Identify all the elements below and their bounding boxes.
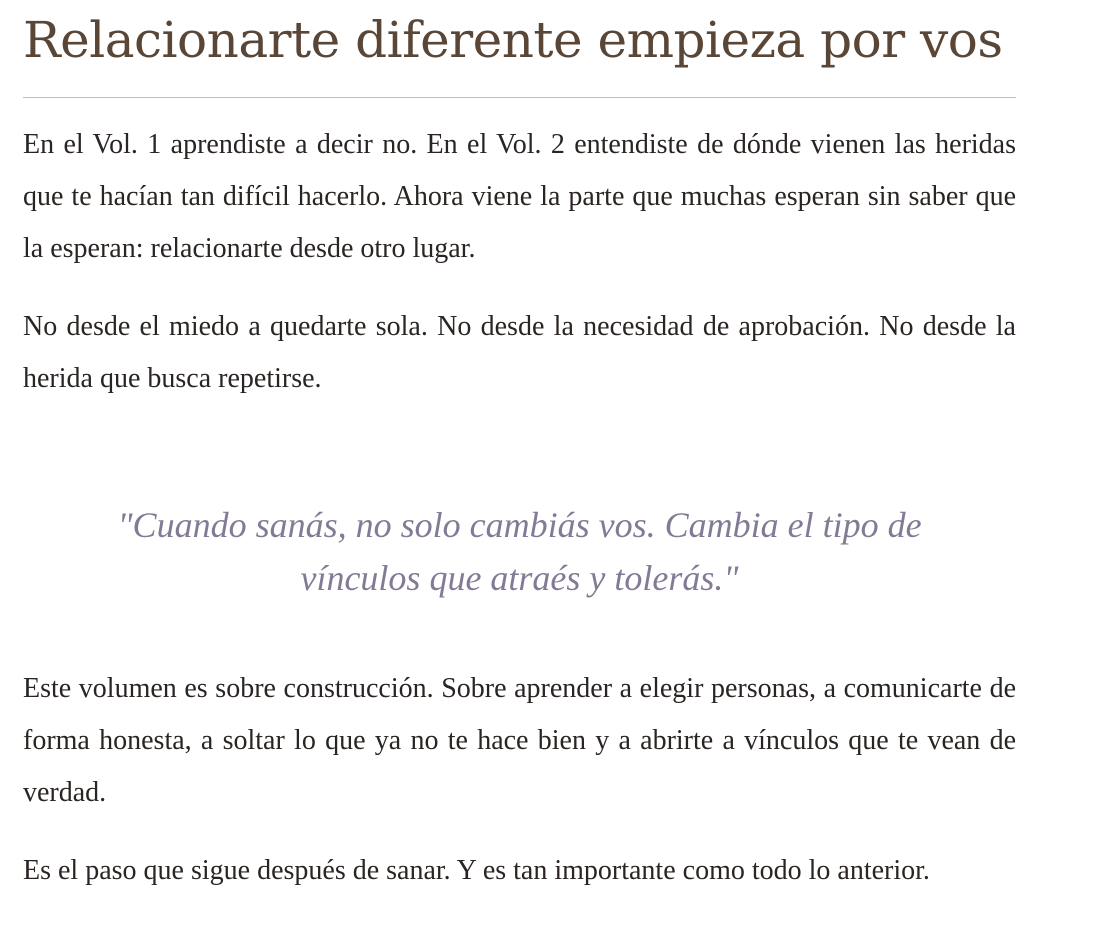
- not-from-paragraph: No desde el miedo a quedarte sola. No desde la necesidad de aprobación. No desde la herida que busca repetirse.: [23, 311, 1016, 394]
- volume-description-paragraph: Este volumen es sobre construcción. Sobre aprender a elegir personas, a comunicarte de forma honesta, a soltar lo que ya no te hace bien y a abrirte a vínculos que te vean de verdad.: [23, 673, 1016, 808]
- pull-quote: [23, 499, 1016, 605]
- intro-paragraph: En el Vol. 1 aprendiste a decir no. En el Vol. 2 entendiste de dónde vienen las heridas que te hacían tan difícil hacerlo. Ahora viene la parte que muchas esperan sin saber que la esperan: relacionarte desde otro lugar.: [23, 129, 1016, 264]
- section-heading: Relacionarte diferente empieza por vos: [23, 11, 1003, 69]
- heading-divider: [23, 97, 1016, 98]
- content-section: [23, 0, 1016, 897]
- pull-quote-text: "Cuando sanás, no solo cambiás vos. Cambia el tipo de vínculos que atraés y tolerás.": [117, 505, 922, 598]
- closing-paragraph: Es el paso que sigue después de sanar. Y es tan importante como todo lo anterior.: [23, 855, 930, 886]
